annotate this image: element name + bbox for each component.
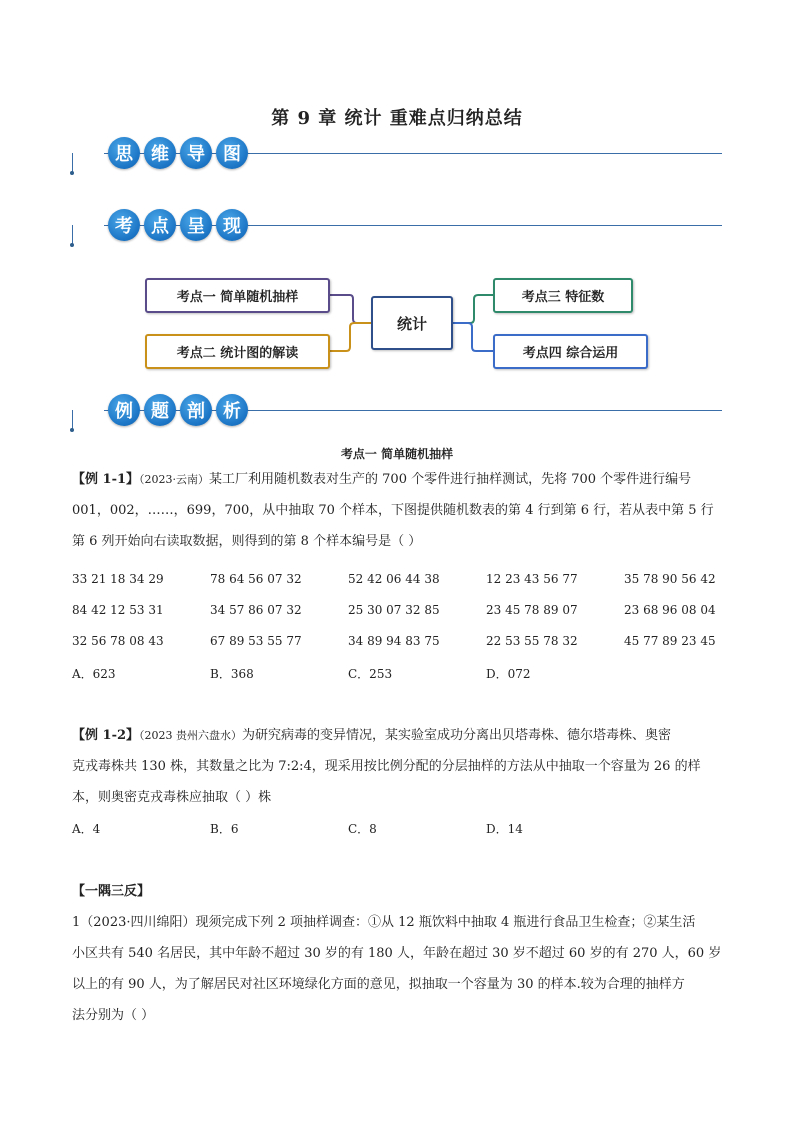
random-group: 45 77 89 23 45 [624, 634, 716, 648]
option-b: B．368 [210, 667, 254, 681]
section-header-kaodian [72, 205, 722, 245]
practice-1-line1: 1（2023·四川绵阳）现须完成下列 2 项抽样调查：①从 12 瓶饮料中抽取 4 瓶进行食品卫生检查；②某生活 [72, 915, 696, 930]
option-c: C．253 [348, 667, 393, 681]
random-group: 35 78 90 56 42 [624, 572, 716, 586]
section-char: 析 [216, 394, 248, 426]
example-1-1-options [72, 665, 624, 682]
mindmap-center-node: 统计 [371, 296, 453, 350]
random-table-row [72, 634, 762, 648]
example-1-1-line1 [72, 470, 726, 490]
example-1-2-line3: 本，则奥密克戎毒株应抽取（ ）株 [72, 790, 272, 805]
section-char: 维 [144, 137, 176, 169]
mindmap-node-kaodian4: 考点四 综合运用 [493, 334, 648, 369]
section-char: 思 [108, 137, 140, 169]
mindmap-node-kaodian3: 考点三 特征数 [493, 278, 633, 313]
example-1-1-line2: 001，002，……，699，700，从中抽取 70 个样本，下图提供随机数表的第 4 行到第 6 行，若从表中第 5 行 [72, 503, 714, 518]
section-char: 题 [144, 394, 176, 426]
section-char: 导 [180, 137, 212, 169]
random-group: 34 57 86 07 32 [210, 603, 302, 617]
random-table-row [72, 603, 762, 617]
random-group: 23 68 96 08 04 [624, 603, 716, 617]
section-header-mindmap [72, 133, 722, 173]
example-text: 某工厂利用随机数表对生产的 700 个零件进行抽样测试，先将 700 个零件进行编号 [209, 472, 692, 487]
random-group: 32 56 78 08 43 [72, 634, 164, 648]
random-group: 52 42 06 44 38 [348, 572, 440, 586]
section-char: 现 [216, 209, 248, 241]
practice-heading: 【一隅三反】 [72, 884, 151, 899]
random-group: 34 89 94 83 75 [348, 634, 440, 648]
mindmap-node-kaodian1: 考点一 简单随机抽样 [145, 278, 330, 313]
example-1-2-line2: 克戎毒株共 130 株，其数量之比为 7:2:4，现采用按比例分配的分层抽样的方法从中抽取一个容量为 26 的样 [72, 759, 701, 774]
random-group: 67 89 53 55 77 [210, 634, 302, 648]
example-source: （2023·云南） [139, 473, 210, 486]
section-char: 呈 [180, 209, 212, 241]
example-label: 【例 1-2】 [72, 728, 140, 743]
example-source: （2023 贵州六盘水） [139, 729, 243, 742]
practice-1-line4: 法分别为（ ） [72, 1008, 155, 1023]
example-text: 为研究病毒的变异情况，某实验室成功分离出贝塔毒株、德尔塔毒株、奥密 [242, 728, 672, 743]
option-a: A．4 [72, 822, 101, 836]
section-char: 考 [108, 209, 140, 241]
option-d: D．14 [486, 822, 523, 836]
option-c: C．8 [348, 822, 377, 836]
random-table-row [72, 572, 762, 586]
option-a: A．623 [72, 667, 116, 681]
example-label: 【例 1-1】 [72, 472, 140, 487]
option-b: B．6 [210, 822, 239, 836]
random-group: 84 42 12 53 31 [72, 603, 164, 617]
example-1-2-options [72, 820, 624, 837]
page-title: 第 9 章 统计 重难点归纳总结 [271, 108, 523, 129]
random-group: 78 64 56 07 32 [210, 572, 302, 586]
example-1-1-line3: 第 6 列开始向右读取数据，则得到的第 8 个样本编号是（ ） [72, 534, 422, 549]
option-d: D．072 [486, 667, 531, 681]
section-char: 图 [216, 137, 248, 169]
practice-1-line3: 以上的有 90 人，为了解居民对社区环境绿化方面的意见，拟抽取一个容量为 30 的样本.较为合理的抽样方 [72, 977, 685, 992]
mindmap-node-kaodian2: 考点二 统计图的解读 [145, 334, 330, 369]
section-char: 剖 [180, 394, 212, 426]
random-group: 23 45 78 89 07 [486, 603, 578, 617]
section-char: 点 [144, 209, 176, 241]
kaodian-heading: 考点一 简单随机抽样 [340, 447, 454, 461]
random-group: 22 53 55 78 32 [486, 634, 578, 648]
random-group: 33 21 18 34 29 [72, 572, 164, 586]
example-1-2-line1 [72, 726, 726, 746]
random-group: 25 30 07 32 85 [348, 603, 440, 617]
section-char: 例 [108, 394, 140, 426]
random-group: 12 23 43 56 77 [486, 572, 578, 586]
section-header-examples [72, 390, 722, 430]
practice-1-line2: 小区共有 540 名居民，其中年龄不超过 30 岁的有 180 人，年龄在超过 30 岁不超过 60 岁的有 270 人，60 岁 [72, 946, 722, 961]
